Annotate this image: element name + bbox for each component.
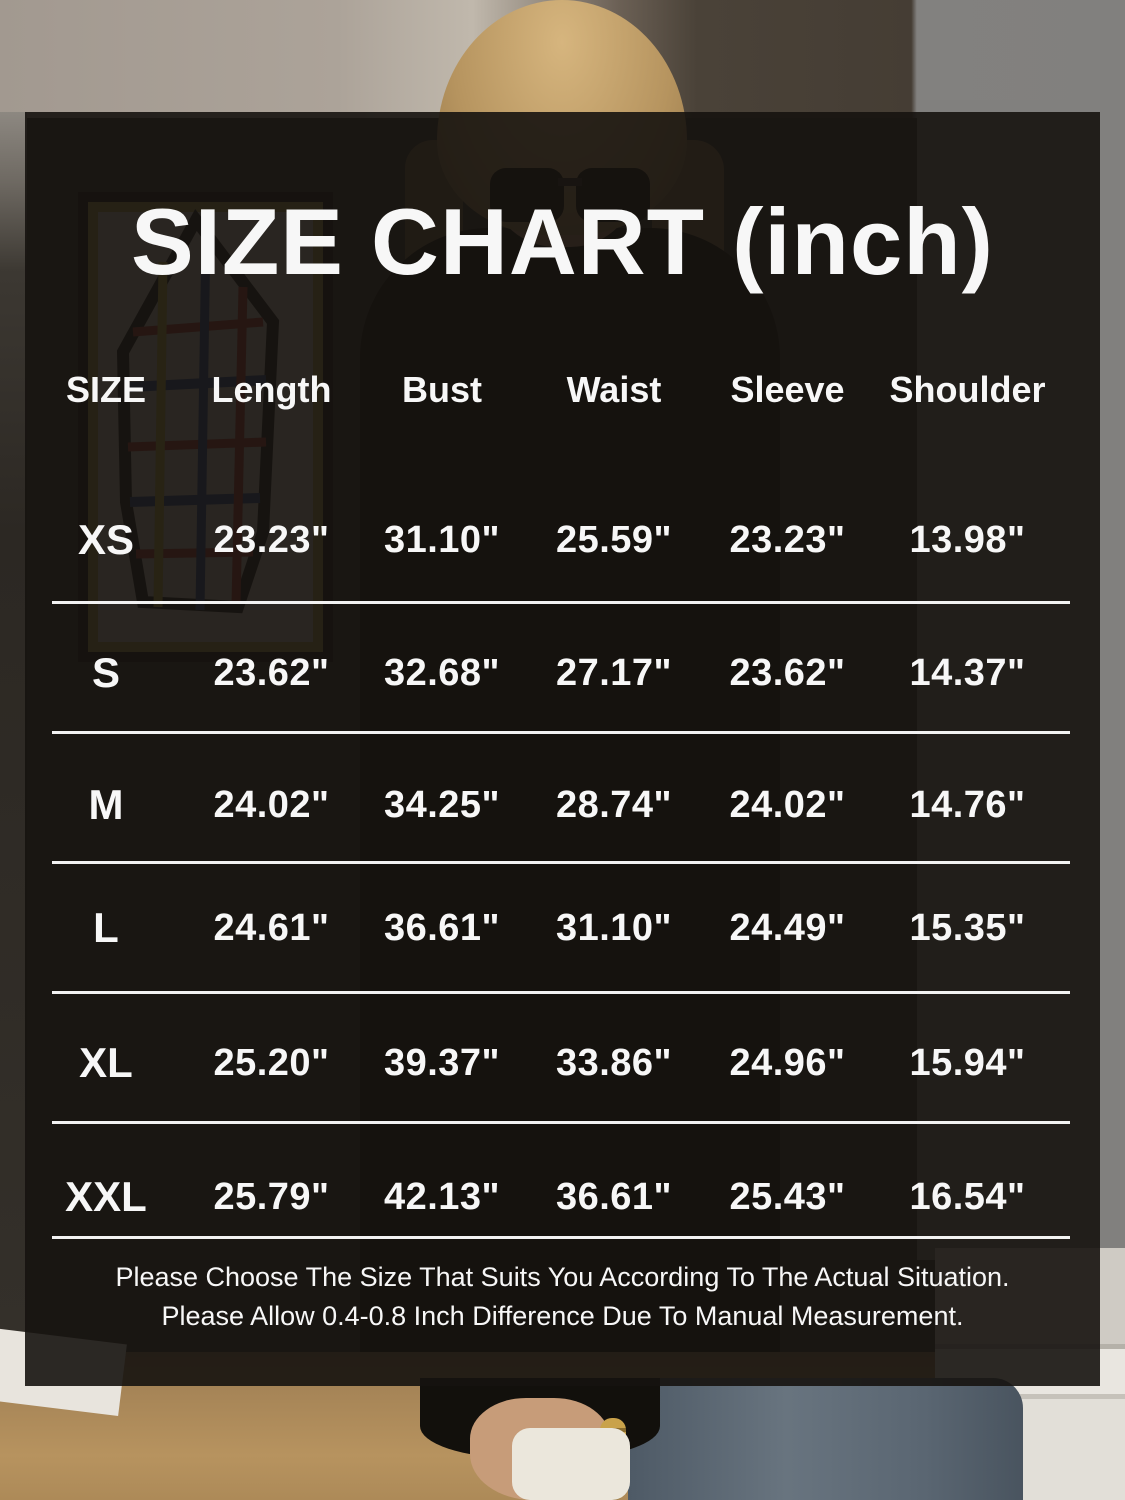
bust-value: 36.61" bbox=[383, 906, 501, 949]
waist-value: 25.59" bbox=[555, 518, 673, 561]
waist-value: 31.10" bbox=[555, 906, 673, 949]
column-header-waist: Waist bbox=[566, 369, 662, 410]
measurement-note-line2: Please Allow 0.4-0.8 Inch Difference Due To Manual Measurement. bbox=[161, 1301, 964, 1331]
table-row-xxl bbox=[25, 1132, 1060, 1262]
measurement-note bbox=[25, 1258, 1100, 1336]
table-header-row bbox=[25, 350, 1060, 430]
size-label: L bbox=[93, 904, 119, 951]
shoulder-value: 15.35" bbox=[909, 906, 1026, 949]
size-label: XXL bbox=[65, 1173, 147, 1220]
size-label: XS bbox=[77, 516, 135, 563]
length-value: 25.20" bbox=[213, 1041, 330, 1084]
table-row-l bbox=[25, 863, 1060, 993]
sleeve-value: 24.96" bbox=[729, 1041, 846, 1084]
bust-value: 32.68" bbox=[383, 651, 501, 694]
row-divider bbox=[52, 861, 1070, 864]
table-row-s bbox=[25, 608, 1060, 738]
row-divider bbox=[52, 601, 1070, 604]
page-title: SIZE CHART (inch) bbox=[131, 189, 994, 294]
size-label: S bbox=[91, 649, 120, 696]
photo-left-wall bbox=[0, 112, 27, 1362]
measurement-note-line1: Please Choose The Size That Suits You According To The Actual Situation. bbox=[115, 1262, 1010, 1292]
bust-value: 39.37" bbox=[383, 1041, 501, 1084]
bust-value: 42.13" bbox=[383, 1175, 501, 1218]
waist-value: 27.17" bbox=[555, 651, 673, 694]
shoulder-value: 15.94" bbox=[909, 1041, 1026, 1084]
sleeve-value: 24.02" bbox=[729, 783, 846, 826]
bust-value: 34.25" bbox=[383, 783, 501, 826]
column-header-shoulder: Shoulder bbox=[889, 369, 1046, 410]
waist-value: 28.74" bbox=[555, 783, 673, 826]
length-value: 24.61" bbox=[213, 906, 330, 949]
length-value: 25.79" bbox=[213, 1175, 330, 1218]
column-header-bust: Bust bbox=[402, 369, 482, 410]
photo-jeans bbox=[628, 1378, 1023, 1500]
sleeve-value: 25.43" bbox=[729, 1175, 846, 1218]
length-value: 24.02" bbox=[213, 783, 330, 826]
column-header-size: SIZE bbox=[65, 369, 146, 410]
column-header-length: Length bbox=[211, 369, 332, 410]
table-row-xs bbox=[25, 475, 1060, 605]
shoulder-value: 14.37" bbox=[909, 651, 1026, 694]
shoulder-value: 16.54" bbox=[909, 1175, 1026, 1218]
sleeve-value: 23.62" bbox=[729, 651, 846, 694]
length-value: 23.23" bbox=[213, 518, 330, 561]
size-label: XL bbox=[79, 1039, 133, 1086]
row-divider bbox=[52, 731, 1070, 734]
row-divider bbox=[52, 1236, 1070, 1239]
table-row-m bbox=[25, 740, 1060, 870]
shoulder-value: 13.98" bbox=[909, 518, 1026, 561]
waist-value: 33.86" bbox=[555, 1041, 673, 1084]
photo-white-clutch bbox=[512, 1428, 630, 1500]
length-value: 23.62" bbox=[213, 651, 330, 694]
waist-value: 36.61" bbox=[555, 1175, 673, 1218]
sleeve-value: 24.49" bbox=[729, 906, 846, 949]
shoulder-value: 14.76" bbox=[909, 783, 1026, 826]
row-divider bbox=[52, 1121, 1070, 1124]
bust-value: 31.10" bbox=[383, 518, 501, 561]
column-header-sleeve: Sleeve bbox=[730, 369, 845, 410]
table-row-xl bbox=[25, 998, 1060, 1128]
sleeve-value: 23.23" bbox=[729, 518, 846, 561]
row-divider bbox=[52, 991, 1070, 994]
size-label: M bbox=[88, 781, 124, 828]
